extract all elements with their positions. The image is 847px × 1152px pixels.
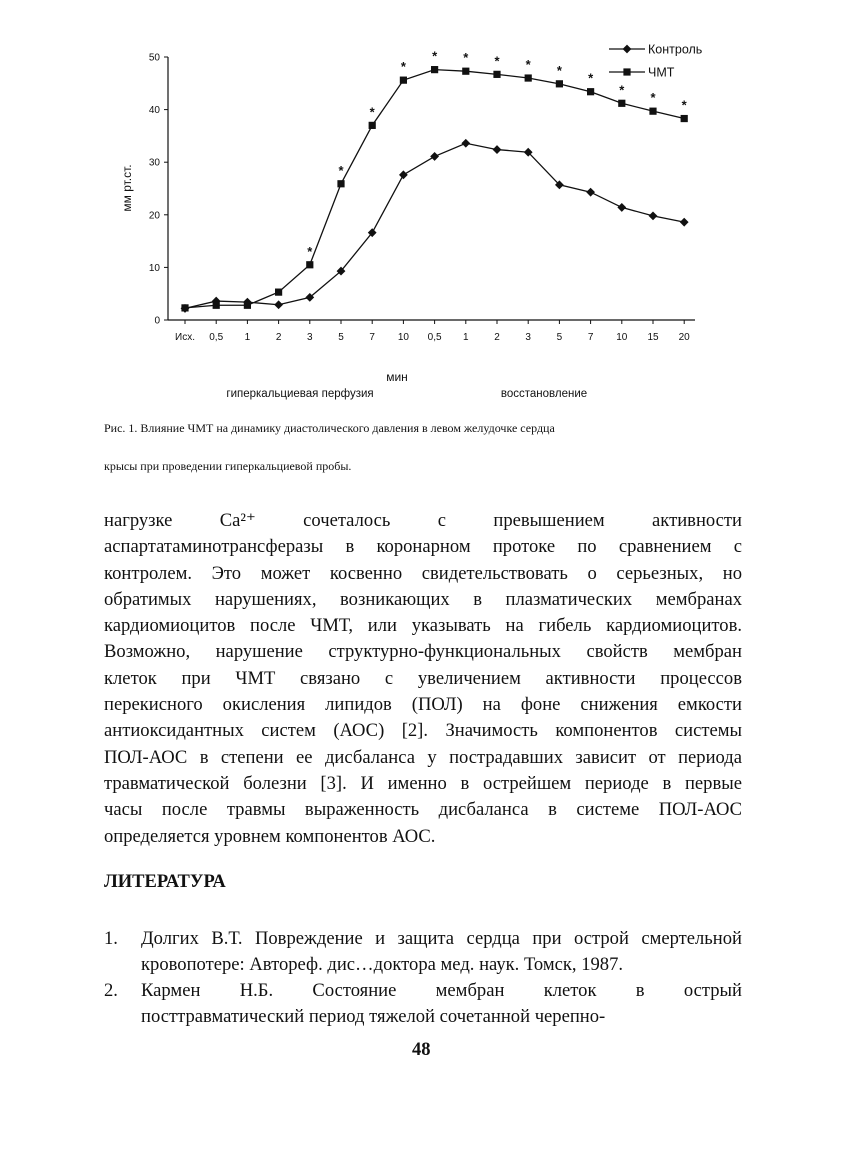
data-point-control — [274, 300, 283, 309]
legend-label-control: Контроль — [648, 42, 703, 57]
significance-star: * — [432, 48, 438, 64]
significance-star: * — [525, 57, 531, 73]
data-point-tbi — [431, 66, 438, 73]
series-line-control — [185, 143, 684, 308]
body-line: определяется уровнем компонентов АОС. — [104, 825, 436, 847]
phase-label-perfusion: гиперкальциевая перфузия — [226, 388, 374, 400]
data-point-tbi — [306, 261, 313, 268]
x-tick-label: 1 — [463, 332, 469, 343]
phase-label-recovery: восстановление — [500, 388, 588, 400]
data-point-control — [430, 152, 439, 161]
significance-star: * — [556, 62, 562, 78]
data-point-tbi — [275, 289, 282, 296]
y-tick-label: 0 — [154, 315, 160, 327]
data-point-tbi — [556, 80, 563, 87]
significance-star: * — [463, 50, 469, 66]
data-point-tbi — [400, 77, 407, 84]
chart-series-layer — [181, 49, 689, 313]
data-point-tbi — [337, 180, 344, 187]
x-tick-label: 7 — [369, 332, 375, 343]
x-tick-label: 7 — [587, 332, 594, 343]
significance-star: * — [619, 82, 625, 98]
x-tick-label: Исх. — [175, 332, 195, 343]
body-line: часы после травмы выраженность дисбаланса в системе ПОЛ-АОС — [104, 799, 742, 821]
data-point-tbi — [493, 71, 500, 78]
reference-line: Долгих В.Т. Повреждение и защита сердца при острой смертельной — [141, 928, 742, 949]
significance-star: * — [494, 53, 500, 69]
references-heading: ЛИТЕРАТУРА — [104, 872, 226, 892]
data-point-tbi — [681, 115, 688, 122]
series-tbi — [181, 66, 687, 311]
body-line: клеток при ЧМТ связано с увеличением активности процессов — [104, 667, 742, 689]
significance-star: * — [588, 70, 594, 86]
x-tick-label: 0,5 — [427, 332, 442, 343]
data-point-control — [586, 188, 595, 197]
body-line: перекисного окисления липидов (ПОЛ) на фоне снижения емкости — [104, 694, 742, 716]
x-tick-label: 2 — [494, 332, 500, 343]
body-line: кардиомиоцитов после ЧМТ, или указывать на гибель кардиомиоцитов. — [104, 615, 742, 637]
body-line: аспартатаминотрансферазы в коронарном протоке по сравнением с — [104, 536, 742, 558]
body-paragraph — [104, 508, 742, 850]
body-line: нагрузке Ca²⁺ сочеталось с превышением активности — [104, 510, 742, 531]
x-tick-label: 5 — [556, 332, 563, 343]
x-tick-label: 15 — [647, 332, 659, 343]
x-tick-label: 3 — [307, 332, 313, 343]
legend-marker-control — [623, 45, 632, 54]
reference-item — [104, 926, 742, 979]
data-point-control — [680, 218, 689, 227]
reference-line: Кармен Н.Б. Состояние мембран клеток в острый — [141, 980, 742, 1001]
y-tick-label: 50 — [148, 52, 160, 64]
y-axis-label: мм рт.ст. — [120, 164, 134, 212]
data-point-control — [493, 145, 502, 154]
reference-number: 2. — [104, 980, 118, 1001]
y-tick-label: 10 — [148, 262, 160, 274]
x-tick-label: 5 — [338, 332, 344, 343]
data-point-tbi — [525, 74, 532, 81]
data-point-tbi — [244, 302, 251, 309]
data-point-tbi — [213, 302, 220, 309]
series-control — [181, 139, 689, 313]
x-axis-label: мин — [386, 370, 408, 384]
significance-star: * — [681, 97, 687, 113]
y-tick-label: 30 — [148, 157, 160, 169]
series-line-tbi — [185, 70, 684, 308]
chart-axes — [149, 53, 695, 344]
page-number: 48 — [412, 1040, 431, 1060]
x-tick-label: 3 — [525, 332, 531, 343]
body-line: ПОЛ-АОС в степени ее дисбаланса у пострадавших зависит от периода — [104, 746, 742, 768]
x-tick-label: 10 — [397, 332, 409, 343]
body-line: антиоксидантных систем (АОС) [2]. Значимость компонентов системы — [104, 720, 742, 742]
legend-label-tbi: ЧМТ — [648, 65, 675, 80]
data-point-control — [461, 139, 470, 148]
figure-caption-line-2: крысы при проведении гиперкальциевой пробы. — [104, 459, 352, 473]
body-line: обратимых нарушениях, возникающих в плазматических мембранах — [104, 588, 742, 610]
y-tick-label: 40 — [148, 105, 160, 117]
data-point-control — [399, 170, 408, 179]
chart-legend — [609, 43, 702, 80]
x-tick-label: 0,5 — [209, 332, 224, 343]
data-point-tbi — [587, 88, 594, 95]
data-point-control — [649, 211, 658, 220]
reference-item — [104, 978, 742, 1031]
body-line: травматической болезни [3]. И именно в острейшем периоде в первые — [104, 772, 742, 794]
data-point-control — [617, 203, 626, 212]
x-tick-label: 10 — [616, 332, 628, 343]
figure-chart — [0, 0, 847, 410]
reference-number: 1. — [104, 928, 118, 949]
data-point-tbi — [369, 122, 376, 129]
body-line: контролем. Это может косвенно свидетельствовать о серьезных, но — [104, 562, 742, 584]
x-tick-label: 20 — [678, 332, 690, 343]
data-point-tbi — [649, 108, 656, 115]
data-point-tbi — [462, 68, 469, 75]
data-point-tbi — [181, 304, 188, 311]
reference-line: кровопотере: Автореф. дис…доктора мед. наук. Томск, 1987. — [141, 954, 624, 976]
significance-star: * — [369, 104, 375, 120]
y-tick-label: 20 — [148, 210, 160, 222]
significance-star: * — [307, 243, 313, 259]
figure-caption-line-1: Рис. 1. Влияние ЧМТ на динамику диастолического давления в левом желудочке сердца — [104, 421, 555, 435]
reference-line: посттравматический период тяжелой сочетанной черепно- — [141, 1006, 606, 1028]
x-tick-label: 1 — [244, 332, 251, 343]
legend-marker-tbi — [623, 68, 630, 75]
significance-star: * — [400, 59, 406, 75]
x-tick-label: 2 — [275, 332, 282, 343]
body-line: Возможно, нарушение структурно-функциональных свойств мембран — [104, 641, 742, 663]
significance-star: * — [338, 162, 344, 178]
data-point-tbi — [618, 100, 625, 107]
significance-star: * — [650, 90, 656, 106]
